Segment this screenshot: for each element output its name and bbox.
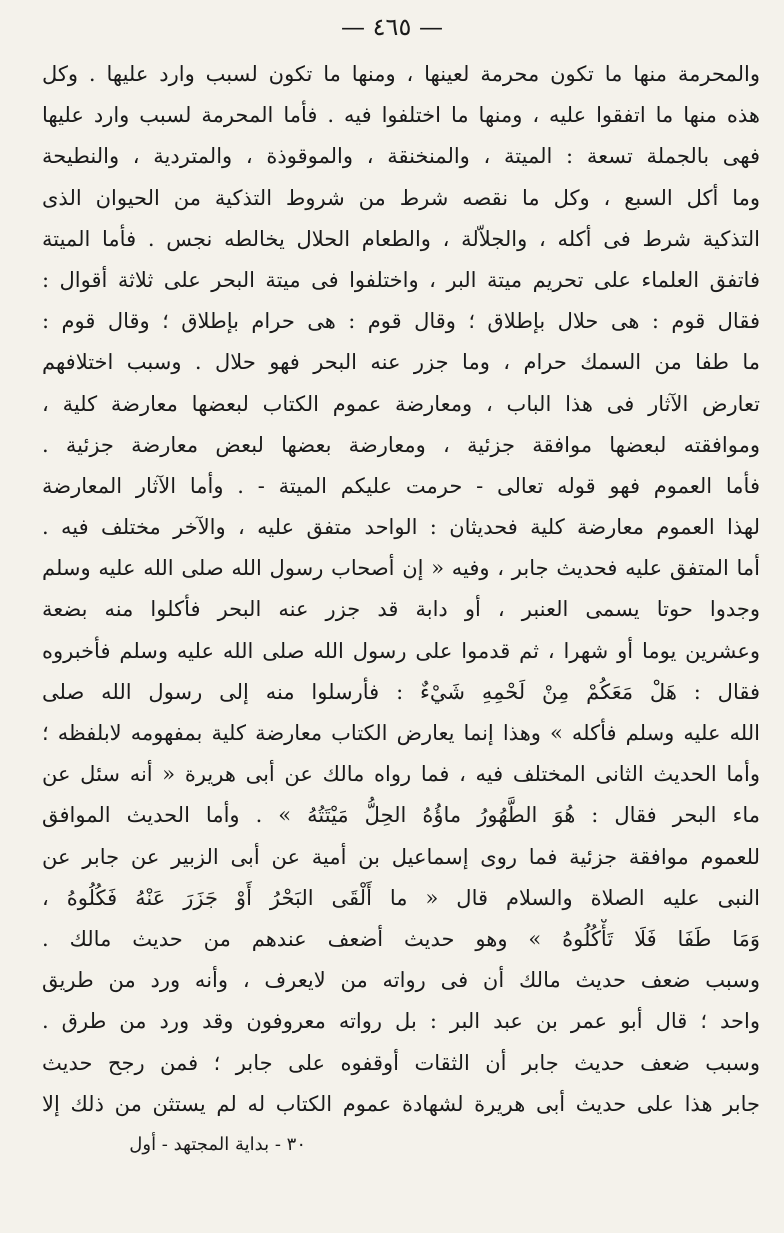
text-line: لهذا العموم معارضة كلية فحديثان : الواحد متفق عليه ، والآخر مختلف فيه . (42, 515, 760, 540)
text-line: أما المتفق عليه فحديث جابر ، وفيه « إن أصحاب رسول الله صلى الله عليه وسلم (42, 556, 760, 581)
text-line: وَمَا طَفَا فَلَا تَأْكُلُوهُ » وهو حديث أضعف عندهم من حديث مالك . (42, 926, 760, 951)
text-line: ماء البحر فقال : هُوَ الطَّهُورُ ماؤُهُ الحِلُّ مَيْتَتُهُ » . وأما الحديث الموافق (42, 803, 760, 828)
text-line: وعشرين يوما أو شهرا ، ثم قدموا على رسول الله صلى الله عليه وسلم فأخبروه (42, 638, 760, 663)
text-line: فهى بالجملة تسعة : الميتة ، والمنخنقة ، والموقوذة ، والمتردية ، والنطيحة (42, 144, 760, 169)
text-line: وجدوا حوتا يسمى العنبر ، أو دابة قد جزر عنه البحر فأكلوا منه بضعة (42, 597, 760, 622)
text-line: النبى عليه الصلاة والسلام قال « ما أَلْقَى البَحْرُ أَوْ جَزَرَ عَنْهُ فَكُلُوهُ ، (42, 885, 760, 910)
text-line: التذكية شرط فى أكله ، والجلاّلة ، والطعام الحلال يخالطه نجس . فأما الميتة (42, 226, 760, 251)
text-line: والمحرمة منها ما تكون محرمة لعينها ، ومنها ما تكون لسبب وارد عليها . وكل (42, 62, 760, 86)
text-line: جابر هذا على حديث أبى هريرة لشهادة عموم الكتاب له لم يستثن من ذلك إلا (42, 1091, 760, 1116)
body-text (42, 54, 760, 1125)
text-line: فقال : هَلْ مَعَكُمْ مِنْ لَحْمِهِ شَيْءٌ : فأرسلوا منه إلى رسول الله صلى (42, 679, 760, 704)
text-line: وما أكل السبع ، وكل ما نقصه شرط من شروط التذكية من الحيوان الذى (42, 185, 760, 210)
text-line: واحد ؛ قال أبو عمر بن عبد البر : بل رواته معروفون وقد ورد من طرق . (42, 1009, 760, 1034)
signature-footer: ٣٠ - بداية المجتهد - أول (129, 1134, 306, 1155)
text-line: فقال قوم : هى حلال بإطلاق ؛ وقال قوم : هى حرام بإطلاق ؛ وقال قوم : (42, 309, 760, 334)
text-line: الله عليه وسلم فأكله » وهذا إنما يعارض الكتاب معارضة كلية بمفهومه لابلفظه ؛ (42, 721, 760, 745)
text-line: تعارض الآثار فى هذا الباب ، ومعارضة عموم الكتاب لبعضها معارضة كلية ، (42, 391, 760, 416)
text-line: وموافقته لبعضها موافقة جزئية ، ومعارضة بعضها لبعض معارضة جزئية . (42, 432, 760, 457)
text-line: فأما العموم فهو قوله تعالى - حرمت عليكم الميتة - . وأما الآثار المعارضة (42, 473, 760, 498)
text-line: فاتفق العلماء على تحريم ميتة البر ، واختلفوا فى ميتة البحر على ثلاثة أقوال : (42, 267, 760, 292)
text-line: وأما الحديث الثانى المختلف فيه ، فما رواه مالك عن أبى هريرة « أنه سئل عن (42, 762, 760, 787)
text-line: ما طفا من السمك حرام ، وما جزر عنه البحر فهو حلال . وسبب اختلافهم (42, 350, 760, 375)
page-number: — ٤٦٥ — (341, 13, 443, 41)
text-line: وسبب ضعف حديث جابر أن الثقات أوقفوه على جابر ؛ فمن رجح حديث (42, 1050, 760, 1075)
text-line: للعموم موافقة جزئية فما روى إسماعيل بن أمية عن أبى الزبير عن جابر عن (42, 844, 760, 869)
text-line: هذه منها ما اتفقوا عليه ، ومنها ما اختلفوا فيه . فأما المحرمة لسبب وارد عليها (42, 103, 760, 128)
text-line: وسبب ضعف حديث مالك أن فى رواته من لايعرف ، وأنه ورد من طريق (42, 968, 760, 993)
